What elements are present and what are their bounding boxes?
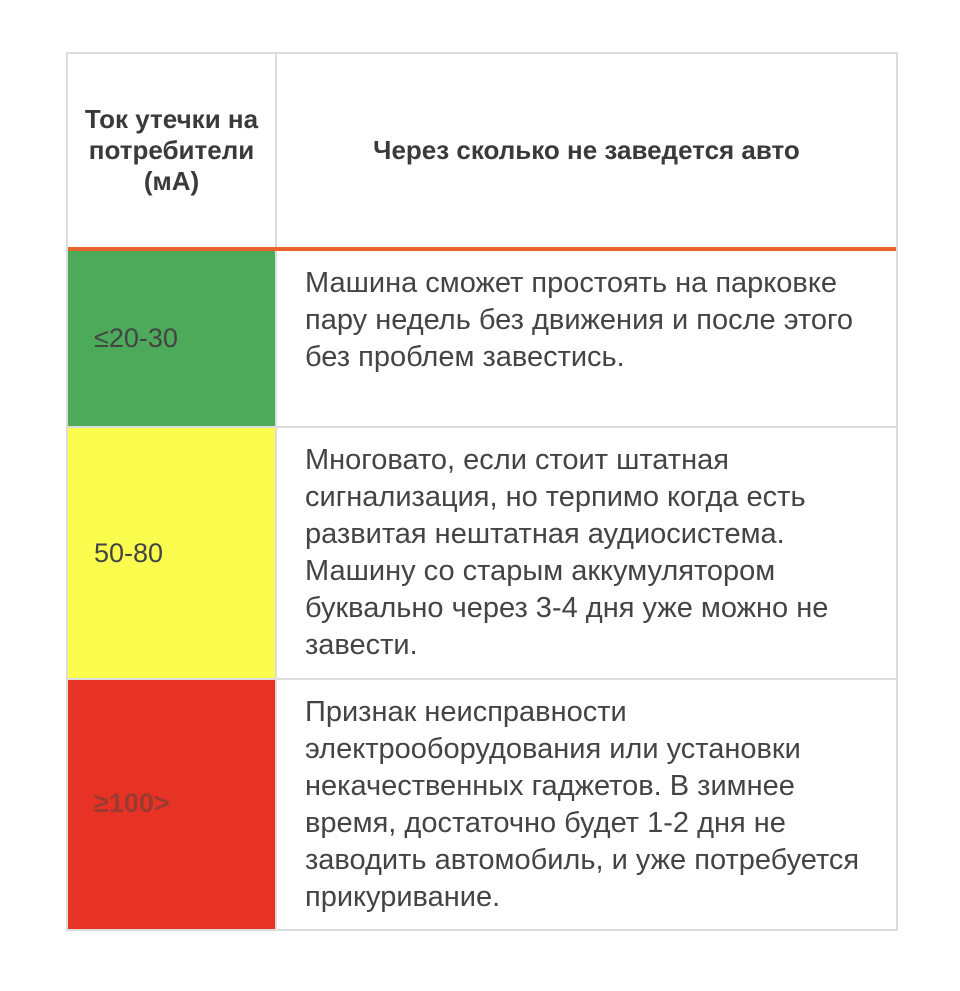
description-cell: Машина сможет простоять на парковке пару недель без движения и после этого без проблем завестись.	[305, 267, 854, 373]
table-row	[68, 251, 896, 426]
description-cell: Многовато, если стоит штатная сигнализация, но терпимо когда есть развитая нештатная аудиосистема. Машину со старым аккумулятором буквально через 3-4 дня уже можно не завести.	[305, 444, 829, 661]
table-row	[68, 426, 896, 678]
leakage-current-table	[66, 52, 898, 931]
header-current: Ток утечки на потребители (мА)	[68, 54, 277, 247]
table-header	[68, 54, 896, 251]
current-value-cell: ≥100>	[68, 680, 277, 929]
header-time: Через сколько не заведется авто	[373, 135, 800, 165]
table-row	[68, 678, 896, 929]
current-value-cell: 50-80	[68, 428, 277, 678]
description-cell: Признак неисправности электрооборудования или установки некачественных гаджетов. В зимнее время, достаточно будет 1-2 дня не заводить автомобиль, и уже потребуется прикуривание.	[305, 696, 860, 913]
current-value-cell: ≤20-30	[68, 251, 277, 426]
